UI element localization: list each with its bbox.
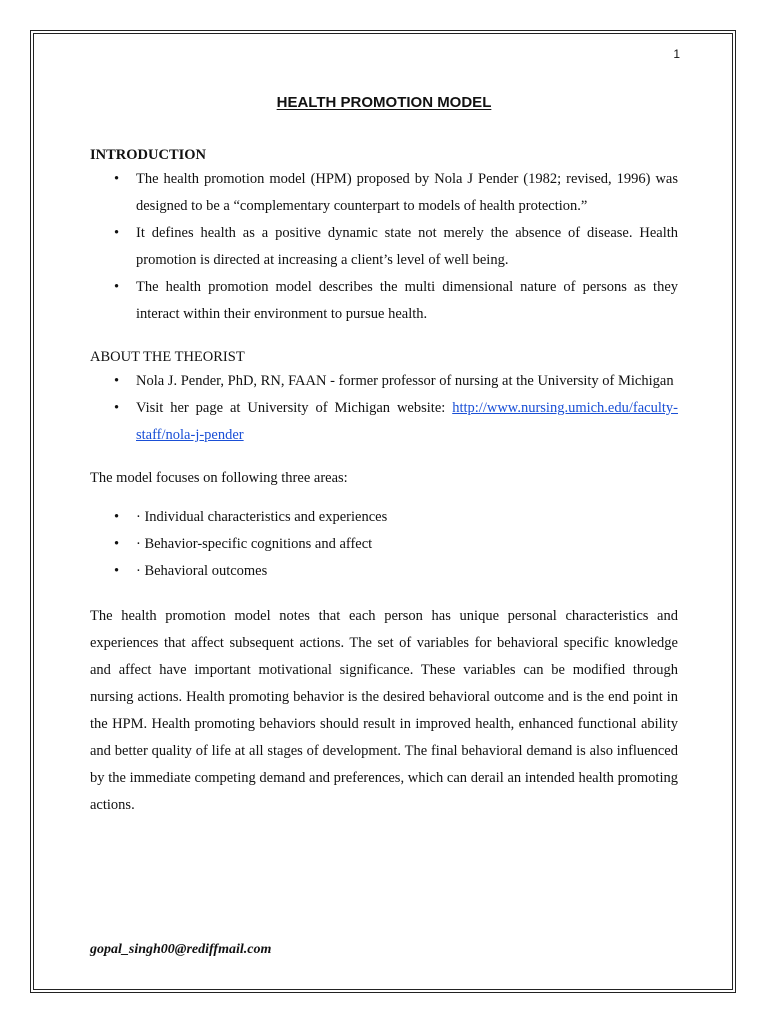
page-number: 1 [673,47,680,61]
footer-email: gopal_singh00@rediffmail.com [90,942,272,957]
introduction-bullet: • The health promotion model (HPM) proposed by Nola J Pender (1982; revised, 1996) was designed to be a “complementary counterpart to models of health protection.” [90,166,678,220]
focus-area-item: • · Behavior-specific cognitions and affect [90,531,678,558]
theorist-bio-bullet: • Nola J. Pender, PhD, RN, FAAN - former professor of nursing at the University of Michigan [90,368,678,395]
focus-area-item: • · Behavioral outcomes [90,558,678,585]
summary-paragraph: The health promotion model notes that each person has unique personal characteristics and experiences that affect subsequent actions. The set of variables for behavioral specific knowledge and affect have important motivational significance. These variables can be modified through nursing actions. Health promoting behavior is the desired behavioral outcome and is the end point in the HPM. Health promoting behaviors should result in improved health, enhanced functional ability and better quality of life at all stages of development. The final behavioral demand is also influenced by the immediate competing demand and preferences, which can derail an intended health promoting actions. [90,607,678,813]
theorist-visit-text: Visit her page at University of Michigan website: [136,400,453,416]
focus-area-item: • · Individual characteristics and experiences [90,504,678,531]
theorist-heading: ABOUT THE THEORIST [90,349,245,365]
theorist-profile-link[interactable]: http://www.nursing.umich.edu/faculty-staff/nola-j-pender [136,400,678,443]
introduction-list [90,166,678,328]
document-title-text: HEALTH PROMOTION MODEL [276,94,492,111]
document-title [0,94,768,111]
focus-areas-list [90,504,678,585]
theorist-list [90,368,678,449]
introduction-bullet: • It defines health as a positive dynamic state not merely the absence of disease. Health promotion is directed at increasing a client’s level of well being. [90,220,678,274]
theorist-visit-bullet [90,395,678,449]
document-body [90,144,678,819]
introduction-bullet: • The health promotion model describes the multi dimensional nature of persons as they interact within their environment to pursue health. [90,274,678,328]
focus-areas-intro: The model focuses on following three areas: [90,470,348,486]
introduction-heading: INTRODUCTION [90,147,207,163]
